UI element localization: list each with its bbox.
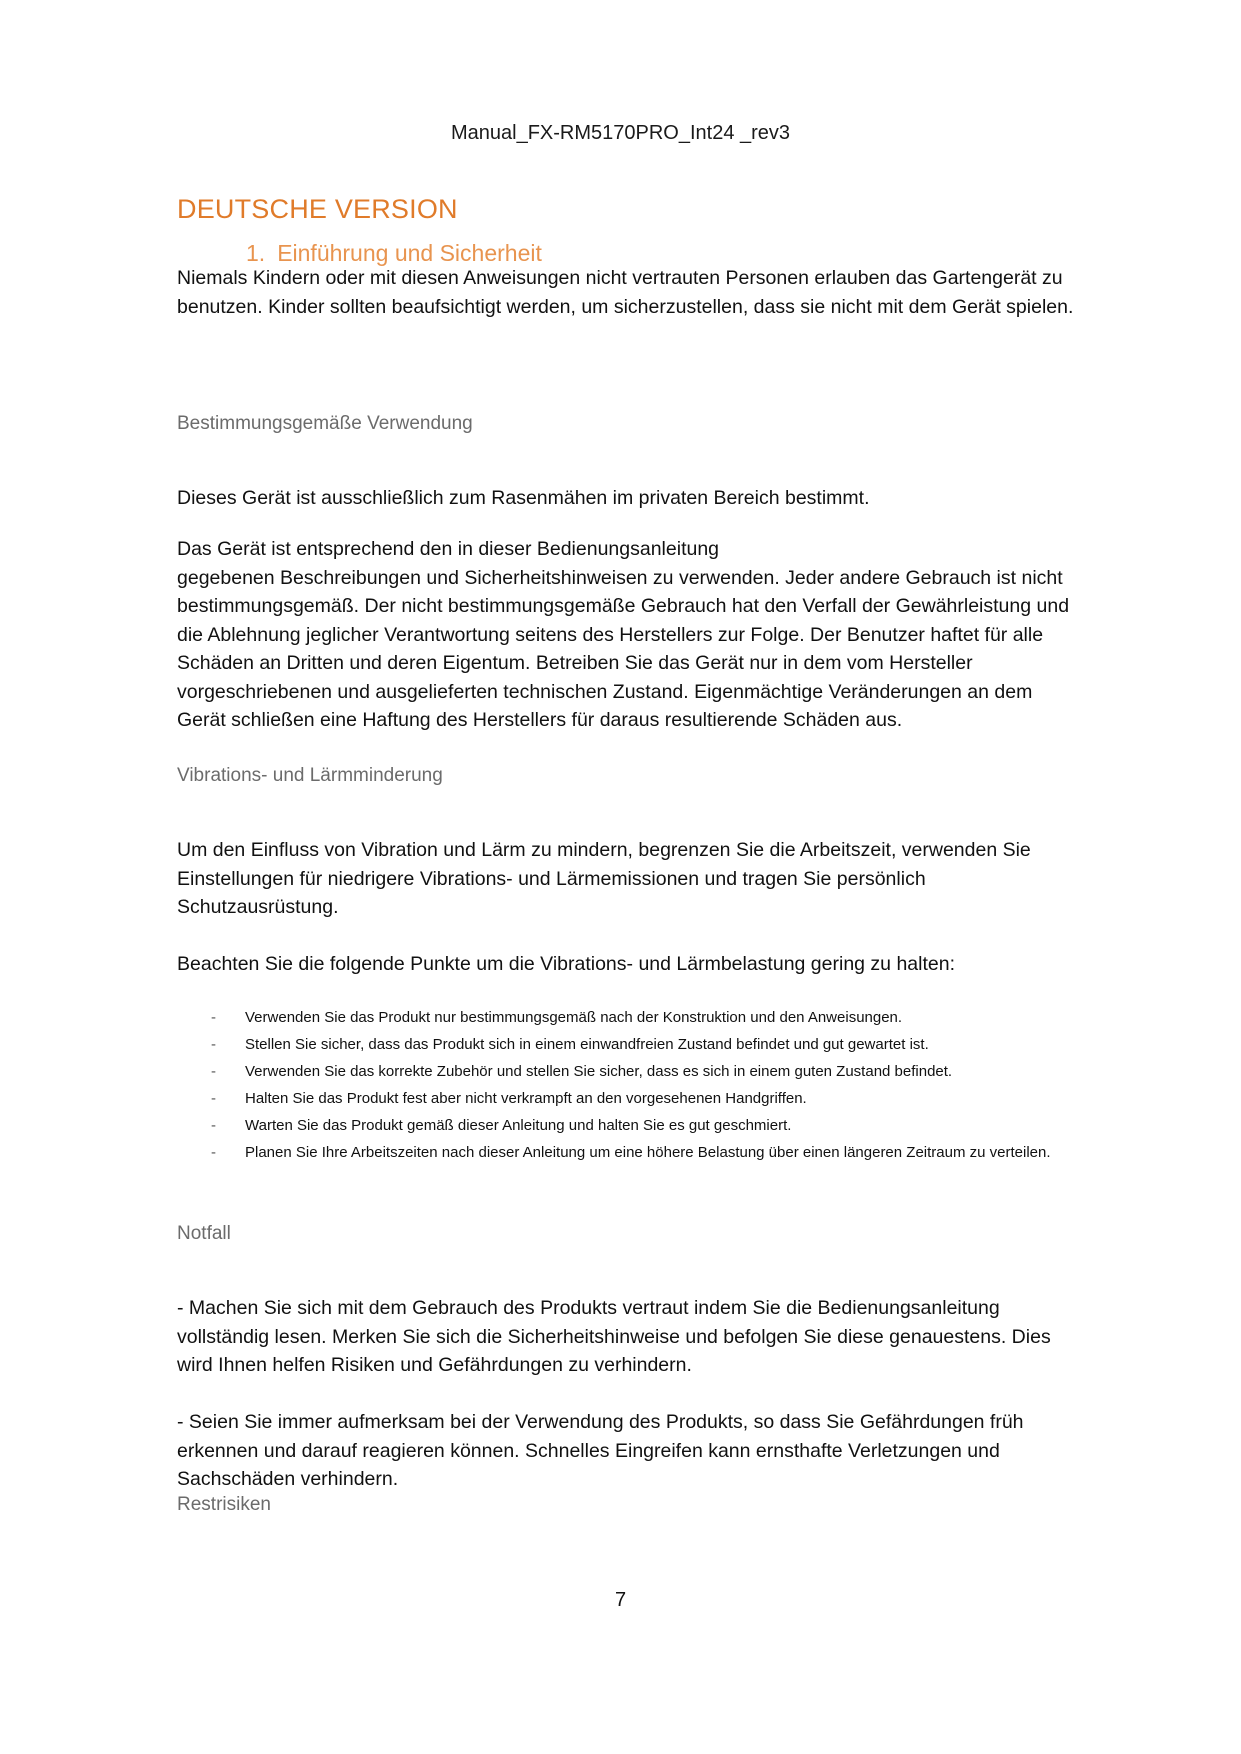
intro-paragraph: Niemals Kindern oder mit diesen Anweisungen nicht vertrauten Personen erlauben das Gartengerät zu benutzen. Kinder sollten beaufsichtigt werden, um sicherzustellen, dass sie nicht mit dem Gerät spielen. xyxy=(177,267,1074,318)
intended-use-paragraph-2 xyxy=(177,535,1077,735)
intended-use-paragraph-1: Dieses Gerät ist ausschließlich zum Rasenmähen im privaten Bereich bestimmt. xyxy=(177,487,870,509)
residual-risks-heading: Restrisiken xyxy=(177,1494,271,1515)
page-number: 7 xyxy=(614,1589,627,1611)
vibration-paragraph-2: Beachten Sie die folgende Punkte um die Vibrations- und Lärmbelastung gering zu halten: xyxy=(177,953,955,975)
emergency-paragraph-1: - Machen Sie sich mit dem Gebrauch des Produkts vertraut indem Sie die Bedienungsanleitung vollständig lesen. Merken Sie sich die Sicherheitshinweise und befolgen Sie diese genauestens. Dies wird Ihnen helfen Risiken und Gefährdungen zu verhindern. xyxy=(177,1297,1051,1376)
intended-use-heading: Bestimmungsgemäße Verwendung xyxy=(177,413,473,434)
bullet-marker: - xyxy=(211,1090,216,1107)
vibration-heading: Vibrations- und Lärmminderung xyxy=(177,765,443,786)
list-item: - Warten Sie das Produkt gemäß dieser Anleitung und halten Sie es gut geschmiert. xyxy=(177,1112,1077,1139)
emergency-paragraph-2: - Seien Sie immer aufmerksam bei der Verwendung des Produkts, so dass Sie Gefährdungen früh erkennen und darauf reagieren können. Schnelles Eingreifen kann ernsthafte Verletzungen und Sachschäden verhindern. xyxy=(177,1411,1024,1490)
list-item: - Halten Sie das Produkt fest aber nicht verkrampft an den vorgesehenen Handgriffen. xyxy=(177,1085,1077,1112)
list-item: - Stellen Sie sicher, dass das Produkt sich in einem einwandfreien Zustand befindet und gut gewartet ist. xyxy=(177,1031,1077,1058)
page-header: Manual_FX-RM5170PRO_Int24 _rev3 xyxy=(450,122,791,144)
vibration-paragraph-1: Um den Einfluss von Vibration und Lärm zu mindern, begrenzen Sie die Arbeitszeit, verwenden Sie Einstellungen für niedrigere Vibrations- und Lärmemissionen und tragen Sie persönlich Schutzausrüstung. xyxy=(177,839,1031,918)
intended-use-paragraph-2-line1: Das Gerät ist entsprechend den in dieser Bedienungsanleitung xyxy=(177,538,720,560)
list-item: - Planen Sie Ihre Arbeitszeiten nach dieser Anleitung um eine höhere Belastung über einen längeren Zeitraum zu verteilen. xyxy=(177,1139,1077,1166)
bullet-marker: - xyxy=(211,1009,216,1026)
section-number: 1. xyxy=(246,240,266,266)
bullet-marker: - xyxy=(211,1117,216,1134)
section-heading xyxy=(246,240,542,267)
list-item: - Verwenden Sie das Produkt nur bestimmungsgemäß nach der Konstruktion und den Anweisungen. xyxy=(177,1004,1077,1031)
vibration-bullet-list xyxy=(177,1004,1077,1166)
language-heading: DEUTSCHE VERSION xyxy=(177,194,458,224)
list-item: - Verwenden Sie das korrekte Zubehör und stellen Sie sicher, dass es sich in einem guten Zustand befindet. xyxy=(177,1058,1077,1085)
section-title: Einführung und Sicherheit xyxy=(277,240,542,266)
bullet-marker: - xyxy=(211,1063,216,1080)
bullet-marker: - xyxy=(211,1144,216,1161)
intended-use-paragraph-2-rest: gegebenen Beschreibungen und Sicherheitshinweisen zu verwenden. Jeder andere Gebrauch ist nicht bestimmungsgemäß. Der nicht bestimmungsgemäße Gebrauch hat den Verfall der Gewährleistung und die Ablehnung jeglicher Verantwortung seitens des Herstellers zur Folge. Der Benutzer haftet für alle Schäden an Dritten und deren Eigentum. Betreiben Sie das Gerät nur in dem vom Hersteller vorgeschriebenen und ausgelieferten technischen Zustand. Eigenmächtige Veränderungen an dem Gerät schließen eine Haftung des Herstellers für daraus resultierende Schäden aus. xyxy=(177,566,1070,731)
bullet-marker: - xyxy=(211,1036,216,1053)
emergency-heading: Notfall xyxy=(177,1223,231,1244)
